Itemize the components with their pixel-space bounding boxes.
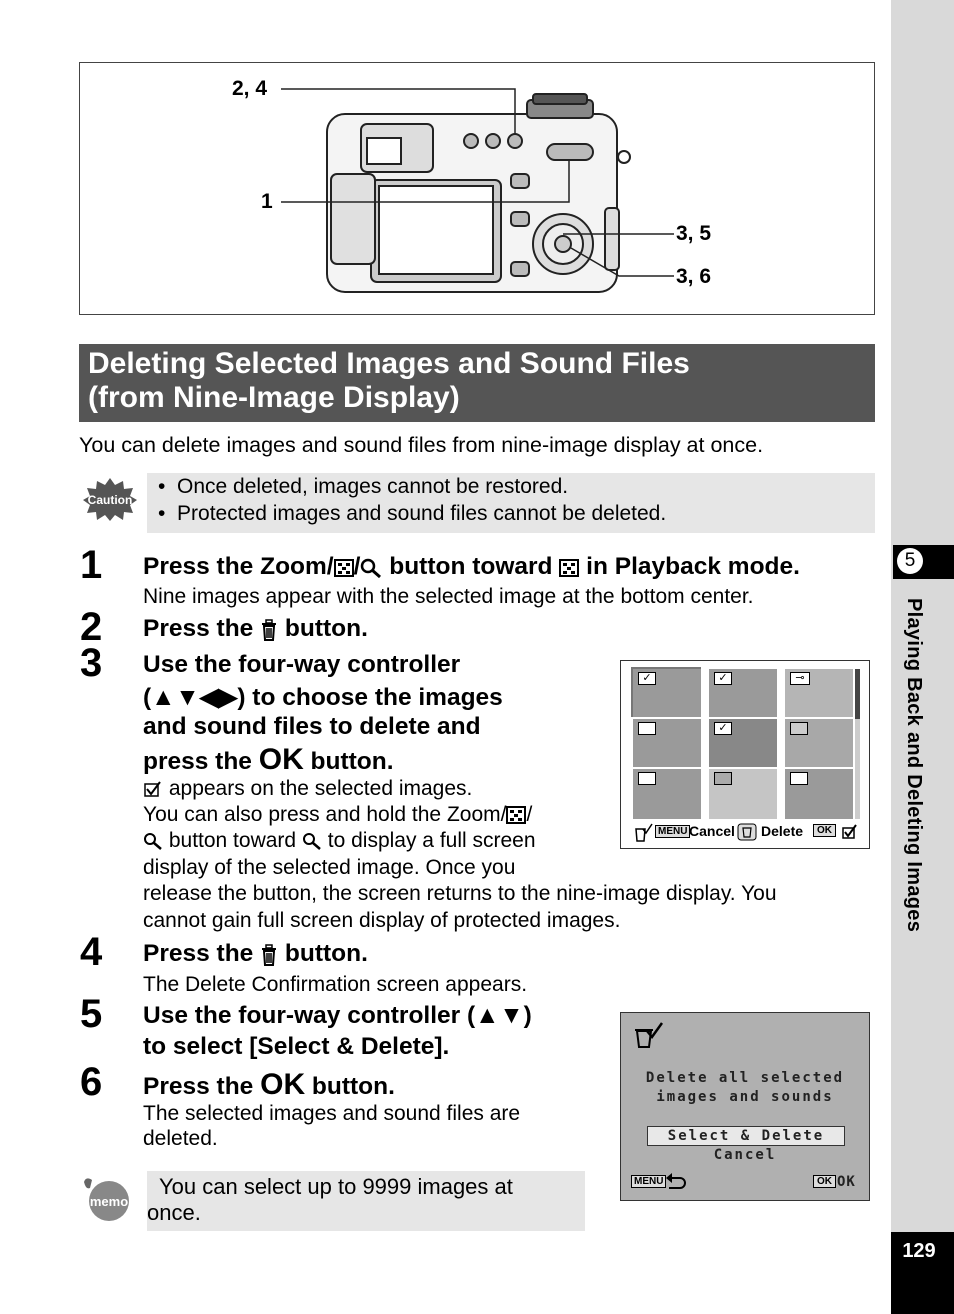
section-heading <box>79 344 875 422</box>
step-3-body: release the button, the screen returns to the nine-image display. You <box>143 882 777 905</box>
trash-check-icon <box>631 1021 665 1049</box>
empty-check-icon <box>638 772 656 785</box>
check-mark-icon: ✓ <box>714 722 732 735</box>
check-mark-icon: ✓ <box>714 672 732 685</box>
step-1-heading <box>143 553 800 581</box>
heading-line-1: Deleting Selected Images and Sound Files <box>88 347 690 380</box>
step-text: Press the <box>143 615 261 642</box>
ok-label: OK <box>837 1174 856 1190</box>
step-number: 2 <box>80 605 103 649</box>
caution-bullet: • Protected images and sound files cannot be deleted. <box>158 502 667 525</box>
step-text: Press the <box>143 1073 261 1100</box>
step-3-body: display of the selected image. Once you <box>143 856 516 879</box>
step-text: / <box>353 553 361 580</box>
nine-image-icon <box>559 559 579 577</box>
step-4-body: The Delete Confirmation screen appears. <box>143 973 528 996</box>
thumbnail <box>633 769 701 819</box>
delete-confirm-screen <box>620 1012 870 1201</box>
step-text: button. <box>278 615 368 642</box>
memo-label: memo <box>89 1194 129 1209</box>
step-number: 3 <box>80 641 103 685</box>
cancel-option[interactable]: Cancel <box>713 1147 777 1163</box>
callout-3-6: 3, 6 <box>676 265 712 288</box>
confirm-message: images and sounds <box>656 1089 834 1105</box>
thumbnail <box>709 719 777 767</box>
thumbnail <box>633 719 701 767</box>
trash-check-icon <box>631 823 653 843</box>
step-3-body <box>143 776 472 803</box>
magnify-icon <box>302 832 322 850</box>
empty-check-icon <box>714 772 732 785</box>
caution-bullet: • Once deleted, images cannot be restored. <box>158 475 569 498</box>
protect-key-icon: ⊸ <box>790 672 810 685</box>
empty-check-icon <box>638 722 656 735</box>
thumbnail <box>709 769 777 819</box>
step-text: button. <box>303 748 394 775</box>
thumbnail <box>709 669 777 717</box>
callout-2-4: 2, 4 <box>232 77 268 100</box>
select-and-delete-option[interactable]: Select & Delete <box>647 1126 845 1146</box>
cancel-label: Cancel <box>689 823 735 839</box>
step-number: 6 <box>80 1060 103 1104</box>
thumbnail <box>785 669 853 717</box>
page-number: 129 <box>902 1240 936 1262</box>
step-5-heading-line: Use the four-way controller (▲▼) <box>143 1002 532 1029</box>
intro-text: You can delete images and sound files from nine-image display at once. <box>79 433 764 457</box>
step-number: 5 <box>80 992 103 1036</box>
memo-icon <box>80 1174 132 1222</box>
step-3-heading-line: Use the four-way controller <box>143 651 461 678</box>
scrollbar <box>855 669 860 819</box>
trash-icon <box>260 944 278 966</box>
camera-back-illustration <box>79 62 875 315</box>
step-text: You can also press and hold the Zoom/ <box>143 803 507 826</box>
step-text: appears on the selected images. <box>163 777 473 800</box>
menu-key: MENU <box>631 1175 666 1188</box>
step-text: button. <box>305 1073 395 1100</box>
step-3-body <box>143 828 536 855</box>
memo-text: You can select up to 9999 images at <box>159 1174 513 1199</box>
nine-image-screen <box>620 660 870 849</box>
caution-text: Once deleted, images cannot be restored. <box>177 475 569 498</box>
ok-glyph: OK <box>260 1068 306 1101</box>
caution-text: Protected images and sound files cannot be deleted. <box>177 502 667 525</box>
magnify-icon <box>143 832 163 850</box>
step-3-heading-line <box>143 743 394 777</box>
empty-check-icon <box>790 772 808 785</box>
step-5-heading-line: to select [Select & Delete]. <box>143 1033 450 1060</box>
heading-line-2: (from Nine-Image Display) <box>88 381 460 414</box>
check-mark-icon: ✓ <box>638 672 656 685</box>
step-text: press the <box>143 748 259 775</box>
step-4-heading <box>143 940 368 968</box>
ok-glyph: OK <box>258 743 304 776</box>
step-text: to display a full screen <box>321 829 536 852</box>
ok-key: OK <box>813 1175 836 1188</box>
delete-label: Delete <box>761 823 804 839</box>
return-icon <box>665 1172 687 1190</box>
step-text: button toward <box>382 553 560 580</box>
chapter-title: Playing Back and Deleting Images <box>903 598 925 933</box>
checkbox-icon <box>143 780 163 798</box>
thumbnail <box>785 719 853 767</box>
callout-3-5: 3, 5 <box>676 222 712 245</box>
step-text: button toward <box>163 829 302 852</box>
empty-check-icon <box>790 722 808 735</box>
chapter-number: 5 <box>897 548 923 574</box>
step-text: Press the <box>143 940 261 967</box>
nine-image-icon <box>506 806 526 824</box>
step-text: button. <box>278 940 368 967</box>
step-number: 1 <box>80 543 103 587</box>
step-number: 4 <box>80 930 103 974</box>
step-text: / <box>526 803 533 826</box>
caution-icon <box>82 476 138 522</box>
menu-key: MENU <box>655 825 690 838</box>
step-1-body: Nine images appear with the selected image at the bottom center. <box>143 585 754 608</box>
ok-key: OK <box>813 824 836 837</box>
trash-icon <box>260 619 278 641</box>
thumbnail <box>633 669 701 717</box>
callout-1: 1 <box>261 190 273 213</box>
step-3-body: cannot gain full screen display of protected images. <box>143 909 621 932</box>
step-2-heading <box>143 615 368 643</box>
step-text: in Playback mode. <box>579 553 800 580</box>
trash-key-icon <box>737 823 757 841</box>
step-3-body <box>143 802 532 829</box>
step-text: Press the Zoom/ <box>143 553 334 580</box>
step-6-body: The selected images and sound files are <box>143 1102 521 1125</box>
memo-text: once. <box>147 1200 201 1225</box>
caution-label: Caution <box>87 493 133 507</box>
checkbox-icon <box>841 823 859 841</box>
confirm-message: Delete all selected <box>645 1070 845 1086</box>
step-3-heading-line: and sound files to delete and <box>143 713 481 740</box>
step-3-heading-line: (▲▼◀▶) to choose the images <box>143 684 503 711</box>
thumbnail <box>785 769 853 819</box>
nine-image-icon <box>334 559 354 577</box>
step-6-body: deleted. <box>143 1127 218 1150</box>
step-6-heading <box>143 1068 395 1102</box>
magnify-icon <box>360 558 382 578</box>
